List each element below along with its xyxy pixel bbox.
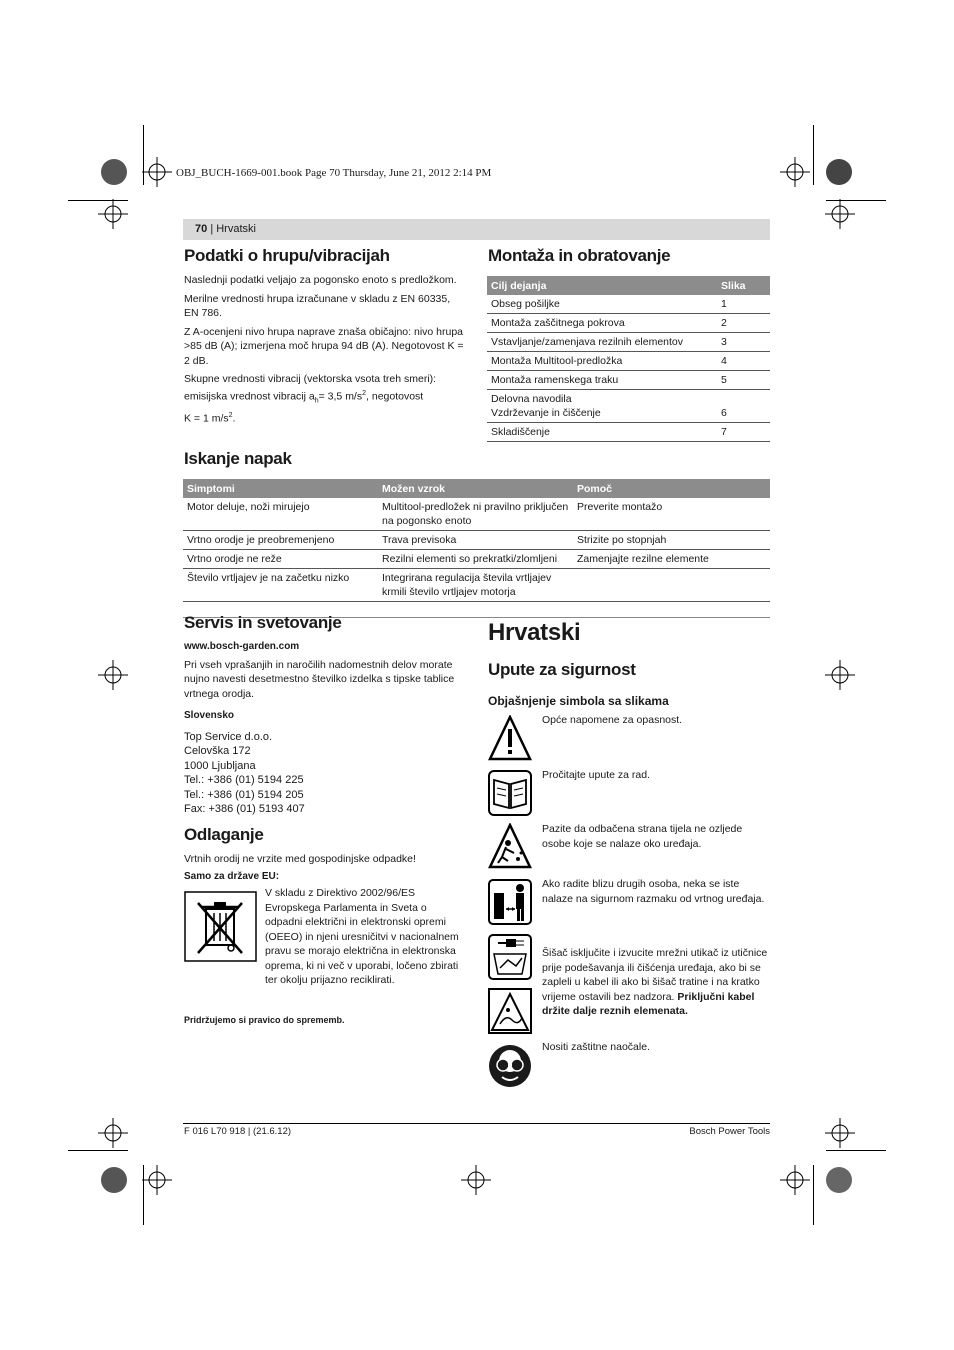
assembly-title: Montaža in obratovanje xyxy=(488,246,671,265)
cell-goal: Vstavljanje/zamenjava rezilnih elementov xyxy=(487,333,717,352)
cell-goal: Montaža zaščitnega pokrova xyxy=(487,314,717,333)
table-row xyxy=(487,352,770,371)
footer-rule xyxy=(183,1123,770,1124)
vibration-line2: emisijska vrednost vibracij a xyxy=(184,390,315,402)
cell-symptom: Motor deluje, noži mirujejo xyxy=(183,498,378,531)
cell-goal-line2: Vzdrževanje in čiščenje xyxy=(491,407,601,419)
hr-symbols-title: Objašnjenje simbola sa slikama xyxy=(488,694,669,708)
service-url[interactable]: www.bosch-garden.com xyxy=(184,641,300,652)
cell-remedy: Strizite po stopnjah xyxy=(573,531,770,550)
hr-item-text: Opće napomene za opasnost. xyxy=(542,714,683,726)
reserve-note: Pridržujemo si pravico do sprememb. xyxy=(184,1015,345,1025)
service-tel1: Tel.: +386 (01) 5194 225 xyxy=(184,774,304,786)
warning-triangle-icon xyxy=(488,715,532,761)
cell-symptom: Vrtno orodje ne reže xyxy=(183,550,378,569)
keep-distance-icon xyxy=(488,879,532,925)
footer-right: Bosch Power Tools xyxy=(689,1126,770,1137)
flying-debris-icon xyxy=(488,823,532,869)
read-manual-icon xyxy=(488,770,532,816)
noise-section xyxy=(184,273,464,426)
vibration-end: . xyxy=(232,412,236,425)
service-tel2: Tel.: +386 (01) 5194 205 xyxy=(184,788,304,801)
cell-symptom: Število vrtljajev je na začetku nizko xyxy=(183,569,378,602)
cell-cause: Multitool-predložek ni pravilno priključen na pogonsko enoto xyxy=(378,498,573,531)
table-row xyxy=(487,390,770,423)
disposal-p1: Vrtnih orodij ne vrzite med gospodinjske odpadke! xyxy=(184,853,416,865)
disposal-eu: Samo za države EU: xyxy=(184,871,280,882)
service-title: Servis in svetovanje xyxy=(184,613,342,632)
vibration-text xyxy=(184,372,464,426)
hr-item-text: Pročitajte upute za rad. xyxy=(542,769,650,781)
table-header-row xyxy=(487,276,770,295)
cell-remedy: Zamenjajte rezilne elemente xyxy=(573,550,770,569)
unplug-icon xyxy=(488,934,532,980)
hr-item-text: Ako radite blizu drugih osoba, neka se iste nalaze na sigurnom razmaku od vrtnog uređaja. xyxy=(542,878,765,905)
vibration-value: = 3,5 m/s xyxy=(318,390,363,402)
table-row xyxy=(183,498,770,531)
col-goal: Cilj dejanja xyxy=(487,276,717,295)
col-figure: Slika xyxy=(717,276,770,295)
hr-safety-title: Upute za sigurnost xyxy=(488,660,636,679)
table-row xyxy=(487,295,770,314)
cell-goal: Montaža ramenskega traku xyxy=(487,371,717,390)
noise-p2: Merilne vrednosti hrupa izračunane v skladu z EN 60335, EN 786. xyxy=(184,292,451,319)
noise-p1: Naslednji podatki veljajo za pogonsko enoto s predložkom. xyxy=(184,274,457,286)
table-row xyxy=(487,371,770,390)
book-header: OBJ_BUCH-1669-001.book Page 70 Thursday, June 21, 2012 2:14 PM xyxy=(176,167,492,179)
trouble-title: Iskanje napak xyxy=(184,449,292,468)
cell-symptom: Vrtno orodje je preobremenjeno xyxy=(183,531,378,550)
vibration-sub: h xyxy=(314,397,319,405)
assembly-table xyxy=(487,276,770,442)
noise-p3: Z A-ocenjeni nivo hrupa naprave znaša običajno: nivo hrupa >85 dB (A); izmerjena moč hrupa 94 dB (A). Negotovost K = 2 dB. xyxy=(184,325,464,367)
cell-cause: Rezilni elementi so prekratki/zlomljeni xyxy=(378,550,573,569)
table-header-row xyxy=(183,479,770,498)
service-addr2: Celovška 172 xyxy=(184,745,251,757)
cell-figure xyxy=(717,390,770,423)
service-addr1: Top Service d.o.o. xyxy=(184,730,273,743)
cable-hazard-icon xyxy=(488,988,532,1034)
cell-goal: Montaža Multitool-predložka xyxy=(487,352,717,371)
service-section xyxy=(184,640,464,817)
hr-item-text-bold: Priključni kabel držite dalje reznih elemenata. xyxy=(542,990,755,1017)
cell-figure: 7 xyxy=(717,423,770,442)
service-addr3: 1000 Ljubljana xyxy=(184,759,256,772)
hr-item-text: Nositi zaštitne naočale. xyxy=(542,1041,650,1053)
page-header-bar xyxy=(183,219,770,240)
hr-item-text-normal: Šišač isključite i izvucite mrežni utikač iz utičnice prije podešavanja ili čišćenja uređaja, ako bi se zapleli u kabel ili ako bi šišač tratine i na kratko vrijeme ostavili bez nadzora. xyxy=(542,947,768,1003)
col-cause: Možen vzrok xyxy=(378,479,573,498)
cell-cause: Trava previsoka xyxy=(378,531,573,550)
cell-figure: 3 xyxy=(717,333,770,352)
noise-title: Podatki o hrupu/vibracijah xyxy=(184,246,390,265)
vibration-sup: 2 xyxy=(362,389,367,397)
table-row xyxy=(487,314,770,333)
cell-remedy: Preverite montažo xyxy=(573,498,770,531)
service-p1: Pri vseh vprašanjih in naročilih nadomestnih delov morate nujno navesti desetmestno številko izdelka s tipske tablice vrtnega orodja. xyxy=(184,658,455,700)
table-row xyxy=(183,550,770,569)
col-remedy: Pomoč xyxy=(573,479,770,498)
weee-text: V skladu z Direktivo 2002/96/ES Evropskega Parlamenta in Sveta o odpadni električni in elektronski opremi (OEEO) in njeni uresničitvi v nacionalnem pravu se morajo električna in elektronska oprema, ki ni več v uporabi, ločeno zbirati ter okolju prijazno reciklirati. xyxy=(265,887,459,986)
vibration-k-sup: 2 xyxy=(228,411,233,419)
table-row xyxy=(487,333,770,352)
hr-item-text: Pazite da odbačena strana tijela ne ozljede osobe koje se nalaze oko uređaja. xyxy=(542,823,743,850)
table-row xyxy=(487,423,770,442)
vibration-k: K = 1 m/s xyxy=(184,412,229,425)
cell-figure: 4 xyxy=(717,352,770,371)
cell-figure: 2 xyxy=(717,314,770,333)
cell-remedy xyxy=(573,569,770,602)
cell-goal: Skladiščenje xyxy=(487,423,717,442)
cell-cause: Integrirana regulacija števila vrtljajev krmili število vrtljajev motorja xyxy=(378,569,573,602)
cell-figure: 5 xyxy=(717,371,770,390)
disposal-title: Odlaganje xyxy=(184,825,264,844)
trouble-table xyxy=(183,479,770,602)
cell-goal-line1: Delovna navodila xyxy=(491,393,572,405)
table-row xyxy=(183,569,770,602)
cell-goal xyxy=(487,390,717,423)
weee-bin-icon xyxy=(184,891,257,962)
hr-item-text xyxy=(542,946,770,1019)
cell-figure: 1 xyxy=(717,295,770,314)
table-row xyxy=(183,531,770,550)
hr-title: Hrvatski xyxy=(488,619,581,646)
safety-goggles-icon xyxy=(488,1043,532,1089)
cell-goal: Obseg pošiljke xyxy=(487,295,717,314)
footer-left: F 016 L70 918 | (21.6.12) xyxy=(184,1126,292,1137)
col-symptoms: Simptomi xyxy=(183,479,378,498)
page-number: 70 xyxy=(195,223,208,235)
service-country: Slovensko xyxy=(184,710,235,721)
cell-figure-value: 6 xyxy=(721,407,727,419)
vibration-line1: Skupne vrednosti vibracij (vektorska vsota treh smeri): xyxy=(184,373,437,385)
vibration-uncertainty-label: , negotovost xyxy=(366,390,424,402)
service-fax: Fax: +386 (01) 5193 407 xyxy=(184,803,305,815)
header-separator: | xyxy=(210,223,217,235)
section-language: Hrvatski xyxy=(216,223,256,235)
